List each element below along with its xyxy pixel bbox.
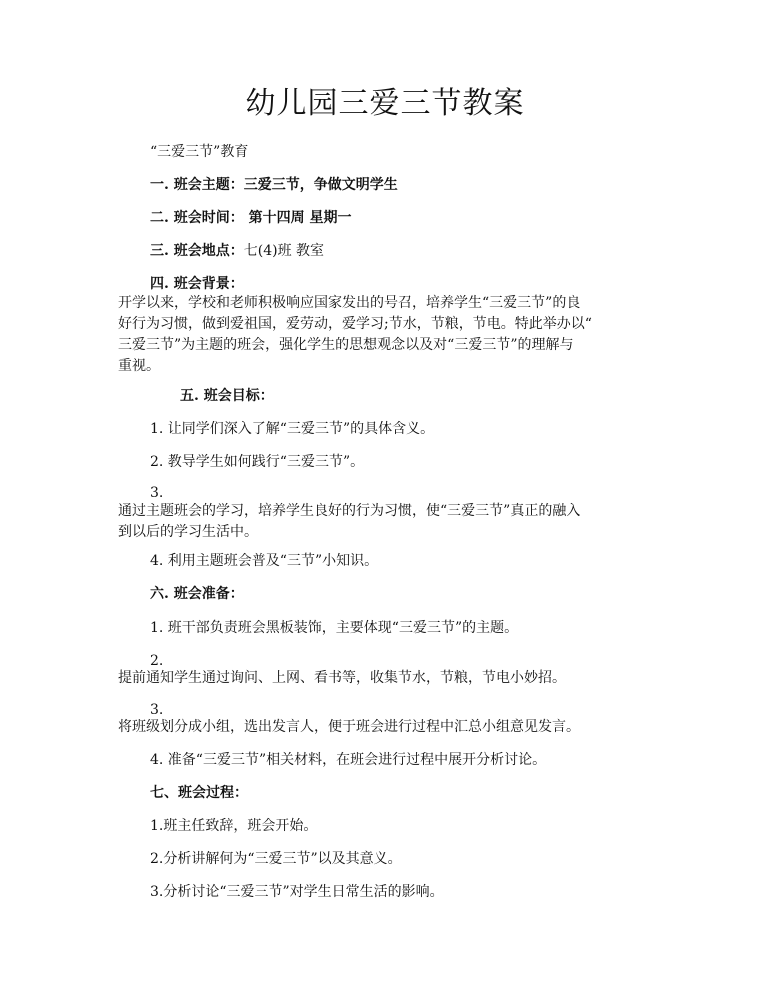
section-heading-preparation: 六. 班会准备： [150,586,244,602]
prep-item-4: 4. 准备“三爱三节”相关材料，在班会进行过程中展开分析讨论。 [150,752,547,768]
location-label: 三. 班会地点： [150,243,244,259]
goal-item-3-line-1: 通过主题班会的学习，培养学生良好的行为习惯，使“三爱三节”真正的融入 [118,503,581,519]
background-line-1: 开学以来，学校和老师积极响应国家发出的号召，培养学生“三爱三节”的良 [118,295,581,311]
section-heading-goals: 五. 班会目标： [180,388,274,404]
document-title: 幼儿园三爱三节教案 [245,86,525,121]
section-heading-background: 四. 班会背景： [150,276,244,292]
prep-item-1: 1. 班干部负责班会黑板装饰，主要体现“三爱三节”的主题。 [150,620,519,636]
section-heading-location [150,240,324,262]
location-value: 七(4)班 教室 [243,243,325,259]
goal-item-2: 2. 教导学生如何践行“三爱三节”。 [150,454,365,470]
prep-item-2-text: 提前通知学生通过询问、上网、看书等，收集节水，节粮，节电小妙招。 [118,670,566,686]
prep-item-3-number: 3. [150,702,164,718]
process-item-3: 3.分析讨论“三爱三节”对学生日常生活的影响。 [150,884,444,900]
background-line-4: 重视。 [118,358,160,374]
prep-item-3-text: 将班级划分成小组，选出发言人，便于班会进行过程中汇总小组意见发言。 [118,719,580,735]
subtitle: “三爱三节”教育 [150,144,249,160]
section-heading-theme: 一. 班会主题：三爱三节，争做文明学生 [150,177,398,193]
background-line-3: 三爱三节”为主题的班会，强化学生的思想观念以及对“三爱三节”的理解与 [118,337,574,353]
goal-item-3-line-2: 到以后的学习生活中。 [118,524,258,540]
process-item-2: 2.分析讲解何为“三爱三节”以及其意义。 [150,851,402,867]
background-line-2: 好行为习惯，做到爱祖国，爱劳动，爱学习;节水，节粮，节电。特此举办以“ [118,316,592,332]
section-heading-time: 二. 班会时间： 第十四周 星期一 [150,210,352,226]
prep-item-2-number: 2. [150,653,164,669]
goal-item-1: 1. 让同学们深入了解“三爱三节”的具体含义。 [150,421,435,437]
goal-item-4: 4. 利用主题班会普及“三节”小知识。 [150,553,379,569]
process-item-1: 1.班主任致辞，班会开始。 [150,818,318,834]
section-heading-process: 七、班会过程： [150,785,248,801]
goal-item-3-number: 3. [150,485,164,501]
